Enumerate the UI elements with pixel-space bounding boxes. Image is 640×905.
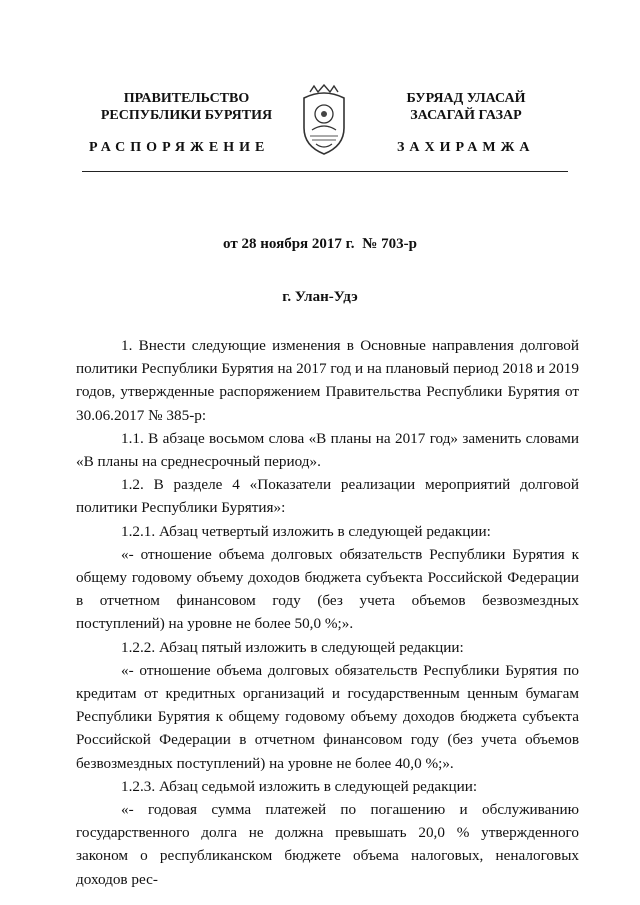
paragraph: «- годовая сумма платежей по погашению и обслуживанию государственного долга не должна превышать 20,0 % утвержденного законом о республиканском бюджете объема налоговых, неналоговых доходов рес- — [76, 801, 579, 888]
government-name-line-2: РЕСПУБЛИКИ БУРЯТИЯ — [100, 108, 273, 123]
paragraph: 1.2.3. Абзац седьмой изложить в следующей редакции: — [121, 777, 478, 795]
document-number: № 703-р — [362, 236, 417, 252]
document-city: г. Улан-Удэ — [282, 289, 358, 305]
document-type-buryat: ЗАХИРАМЖА — [397, 140, 535, 155]
government-name-buryat-line-2: ЗАСАГАЙ ГАЗАР — [410, 108, 522, 123]
document-body — [76, 334, 579, 891]
document-date-number — [0, 236, 640, 253]
paragraph: 1.2.2. Абзац пятый изложить в следующей редакции: — [121, 638, 464, 656]
government-name-line-1: ПРАВИТЕЛЬСТВО — [123, 91, 250, 106]
paragraph: «- отношение объема долговых обязательств Республики Бурятия к общему годовому объему доходов бюджета субъекта Российской Федерации в отчетном финансовом году (без учета объемов безвозмездных поступлений) на уровне не более 50,0 %;». — [76, 545, 579, 633]
document-date: от 28 ноября 2017 г. — [223, 236, 355, 252]
document-type-russian: РАСПОРЯЖЕНИЕ — [89, 140, 270, 155]
government-name-buryat — [373, 90, 559, 124]
header-divider — [82, 171, 568, 172]
paragraph: 1.1. В абзаце восьмом слова «В планы на 2017 год» заменить словами «В планы на среднесрочный период». — [76, 429, 579, 471]
paragraph: «- отношение объема долговых обязательств Республики Бурятия по кредитам от кредитных организаций и государственным ценным бумагам Республики Бурятия к общему годовому объему доходов бюджета субъекта Российской Федерации в отчетном финансовом году (без учета объемов безвозмездных поступлений) на уровне не более 40,0 %;». — [76, 661, 579, 772]
paragraph: 1. Внести следующие изменения в Основные направления долговой политики Республики Бурятия на 2017 год и на плановый период 2018 и 2019 годов, утвержденные распоряжением Правительства Республики Бурятия от 30.06.2017 № 385-р: — [76, 337, 579, 424]
paragraph: 1.2. В разделе 4 «Показатели реализации мероприятий долговой политики Республики Бурятия»: — [76, 476, 579, 517]
paragraph: 1.2.1. Абзац четвертый изложить в следующей редакции: — [121, 522, 491, 540]
coat-of-arms-icon — [298, 84, 350, 156]
government-name-russian — [84, 90, 289, 124]
government-name-buryat-line-1: БУРЯАД УЛАСАЙ — [406, 91, 526, 106]
